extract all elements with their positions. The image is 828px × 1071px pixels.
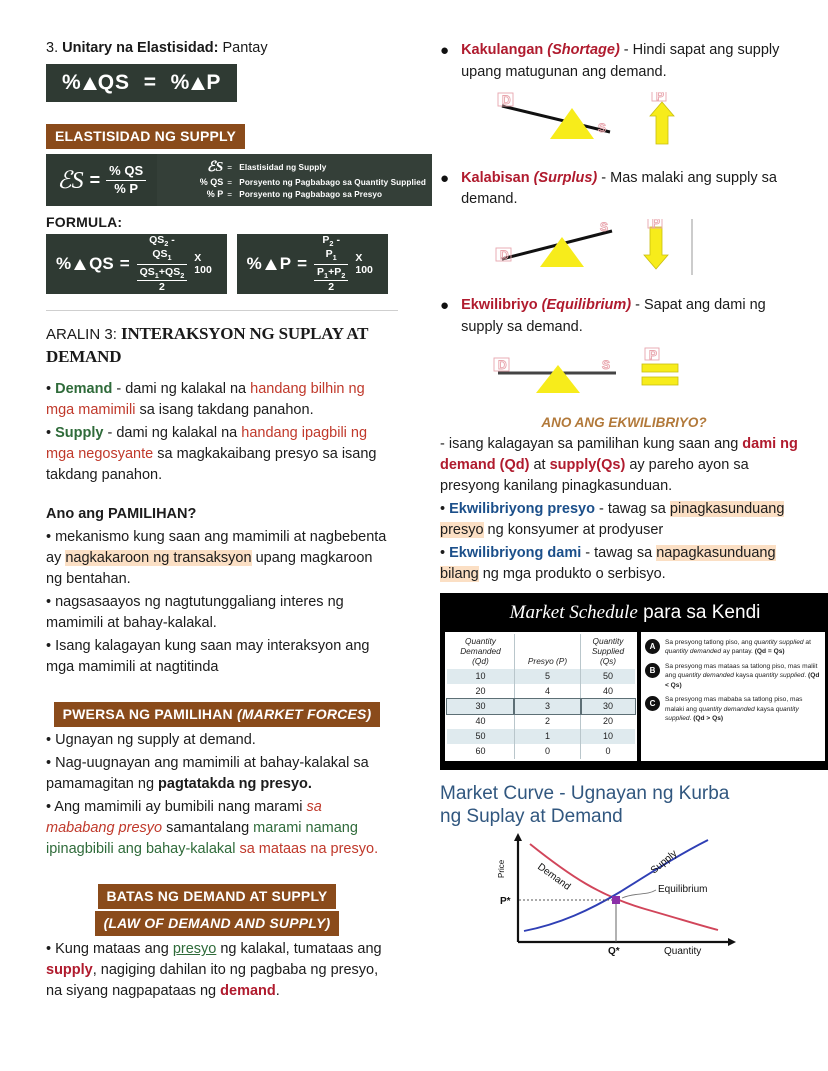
demand-definition: • Demand - dami ng kalakal na handang bilhin ng mga mamimili sa isang takdang panahon. (46, 380, 365, 418)
cell-qs: 30 (581, 699, 635, 714)
qs-d-a: QS (139, 265, 155, 278)
svg-text:D: D (500, 248, 509, 262)
market-curve-chart (440, 830, 808, 965)
ekw-def-qs: supply(Qs) (549, 456, 626, 473)
col-p-l1: Presyo (P) (527, 656, 568, 667)
p-n-a: P (322, 234, 330, 247)
market-schedule-notes (641, 632, 825, 761)
law-c: ng kalakal, tumataas ang (216, 941, 382, 958)
svg-text:S: S (602, 357, 611, 372)
supply-dash: - dami ng kalakal na (103, 424, 242, 441)
p-numerator (314, 234, 348, 265)
qs-d-wrap (137, 266, 188, 294)
ekwilibriyo-definition (440, 434, 808, 497)
col-qd-l3: (Qd) (472, 656, 489, 667)
surplus-rest: - Mas malaki ang supply sa demand. (461, 169, 777, 208)
ekw-def-a: - isang kalagayan sa pamilihan kung saan ang (440, 435, 743, 452)
note-b-it2: quantity supplied (754, 672, 805, 680)
qs-lead (56, 254, 130, 274)
mc-axis-x-label: Quantity (664, 946, 702, 958)
note-text-b (665, 662, 820, 691)
note-b-it1: quantity demanded (677, 672, 734, 680)
cell-qs: 0 (581, 744, 635, 759)
pamilihan-0-post: upang magkaroon ng bentahan. (46, 549, 373, 587)
legend-sym-1: % QS (199, 177, 224, 188)
market-schedule-body (441, 632, 828, 769)
table-row (447, 669, 635, 684)
ekwp-tail: ng konsyumer at prodyuser (483, 521, 664, 538)
shortage-term: Kakulangan (461, 42, 548, 58)
demand-tail: sa isang takdang panahon. (135, 401, 314, 418)
note-b-bold: (Qd < Qs) (665, 672, 820, 689)
cell-qd: 30 (447, 699, 514, 714)
bullet-surplus-text (461, 168, 808, 212)
cell-qs: 40 (581, 684, 635, 699)
svg-text:S: S (598, 120, 607, 135)
p-denominator (314, 265, 348, 294)
note-a-mid: at (803, 638, 811, 646)
legend-sym-0: ℰS (207, 159, 224, 175)
ekwd-hl: napagkasunduang bilang (440, 544, 776, 582)
table-row (447, 714, 635, 729)
note-c-pre: Sa presyong mas mababa sa tatlong piso, mas malaki ang (665, 696, 803, 713)
ekwd-mid: - tawag sa (581, 544, 657, 561)
pamilihan-question: Ano ang PAMILIHAN? (46, 505, 197, 522)
market-curve-title (440, 782, 808, 828)
qs-pct: % (56, 254, 72, 273)
ekwp-bullet: • (440, 500, 450, 517)
qs-d-b: QS (165, 265, 181, 278)
table-row-equilibrium (447, 699, 635, 714)
p-equals: = (297, 254, 307, 273)
qs-n-b-sub: 1 (167, 253, 172, 263)
p-d-a-sub: 1 (324, 270, 329, 280)
delta-icon-2 (191, 77, 205, 90)
col-qs (581, 634, 635, 669)
p-plus: + (328, 265, 335, 278)
es-legend (157, 154, 432, 206)
ekwd-term: Ekwilibriyong dami (449, 544, 582, 561)
pamilihan-item: • Isang kalagayan kung saan may interaksyon ang mga mamimili at nagtitinda (46, 638, 370, 676)
aralin-heading (46, 323, 388, 369)
seesaw-shortage-diagram (492, 92, 808, 154)
table-row (447, 744, 635, 759)
mc-title-l1: Market Curve - Ugnayan ng Kurba (440, 782, 730, 804)
note-c-it1: quantity demanded (698, 705, 755, 713)
es-denominator: % P (114, 180, 139, 196)
p-x100: X 100 (355, 252, 373, 276)
legend-sym-2: % P (206, 189, 224, 200)
qs-d-div: 2 (159, 280, 165, 293)
note-c-post: . (689, 715, 694, 723)
delta-icon-4 (265, 259, 277, 270)
p-pct: % (246, 254, 262, 273)
cell-qs: 20 (581, 714, 635, 729)
svg-text:S: S (600, 220, 609, 234)
note-a-it1: quantity supplied (754, 638, 804, 646)
law-demand: demand (220, 983, 276, 1000)
cell-qd: 10 (475, 671, 486, 682)
equilibrium-term: Ekwilibriyo (461, 297, 542, 313)
legend-eq-1: = (227, 177, 233, 187)
ekw-def-e: ay pareho ayon sa presyong kanilang pinagkasunduan. (440, 456, 749, 494)
cell-p: 2 (514, 714, 580, 729)
mf3-d: marami namang ipinagbibili ang bahay-kalakal (46, 820, 358, 858)
es-formula-left (46, 154, 157, 206)
unitary-formula-box (46, 64, 237, 102)
note-b-pre: Sa presyong mas mataas sa tatlong piso, mas maliit ang (665, 662, 818, 680)
mf3-e: sa mataas na presyo. (235, 841, 379, 858)
mc-equilibrium-label: Equilibrium (658, 884, 708, 896)
svg-text:P: P (652, 219, 661, 230)
schedule-note (645, 695, 820, 724)
right-column (400, 40, 828, 1004)
schedule-note (645, 638, 820, 657)
bullet-surplus (440, 168, 808, 212)
p-d-wrap (314, 266, 348, 294)
qs-plus: + (158, 265, 166, 278)
ekwp-mid: - tawag sa (594, 500, 670, 517)
col-qd-l2: Demanded (460, 645, 501, 656)
ekwd-bullet: • (440, 544, 450, 561)
note-c-bold: (Qd > Qs) (693, 715, 724, 723)
formula-label: FORMULA: (46, 214, 123, 230)
cell-p: 1 (514, 729, 580, 744)
bullet-dot-icon: ● (440, 297, 450, 314)
mc-title-l2: ng Suplay at Demand (440, 805, 623, 827)
equilibrium-term-it: (Equilibrium) (541, 297, 632, 313)
ms-title-rest: para sa Kendi (637, 601, 761, 623)
es-numerator: % QS (106, 164, 146, 181)
cell-qd: 40 (475, 716, 486, 727)
elasticity-supply-header: ELASTISIDAD NG SUPPLY (46, 124, 245, 149)
law-g: . (275, 983, 280, 1000)
cell-p: 5 (514, 669, 580, 684)
pct-right: % (170, 71, 191, 94)
qs-d-b-sub: 2 (180, 270, 185, 280)
market-forces-header-wrap (46, 702, 388, 727)
supply-tail: sa magkakaibang presyo sa isang takdang panahon. (46, 445, 377, 483)
note-c-mid: kaysa (754, 705, 776, 713)
unitary-rest: Pantay (218, 40, 268, 56)
qs-x100: X 100 (194, 252, 212, 276)
note-a-it2: quantity demanded (665, 648, 722, 656)
law-a: • Kung mataas ang (46, 941, 173, 958)
law-presyo: presyo (172, 941, 217, 958)
market-schedule-title (441, 594, 828, 632)
law-header-wrap (46, 884, 388, 909)
p-d-div: 2 (328, 280, 335, 293)
mc-pstar-label: P* (500, 896, 511, 908)
svg-text:D: D (502, 92, 511, 107)
shortage-rest: - Hindi sapat ang supply upang matugunan ang demand. (461, 42, 780, 80)
col-qs-l1: Quantity (592, 635, 624, 646)
bullet-dot-icon: ● (440, 169, 450, 187)
mf3-a: • Ang mamimili ay bumibili nang marami (46, 799, 307, 816)
mf3-b: sa mababang presyo (46, 799, 322, 837)
cell-p: 0 (514, 744, 580, 759)
cell-qs: 50 (581, 669, 635, 684)
shortage-term-it: (Shortage) (547, 42, 620, 58)
law-supply: supply (46, 962, 93, 979)
note-b-mid: kaysa (733, 672, 755, 680)
legend-text-1: Porsyento ng Pagbabago sa Quantity Supplied (239, 177, 426, 187)
supply-definition: • Supply - dami ng kalakal na handang ipagbili ng mga negosyante sa magkakaibang presyo sa isang takdang panahon. (46, 424, 377, 483)
table-body (447, 669, 635, 759)
mc-axis-y-label: Price (497, 859, 506, 879)
col-qd-l1: Quantity (465, 635, 496, 646)
es-equals: = (89, 169, 101, 190)
table-head (447, 634, 635, 669)
p-label: P (279, 254, 292, 273)
p-fraction (314, 234, 348, 294)
formula-boxes (46, 234, 388, 294)
demand-dash: - dami ng kalakal na (112, 380, 251, 397)
formula-box-qs (46, 234, 227, 294)
cell-qd: 20 (475, 686, 486, 697)
p-right: P (206, 71, 222, 94)
ekwp-hl: pinagkasunduang presyo (440, 500, 785, 538)
law-header-line2: (LAW OF DEMAND AND SUPPLY) (95, 911, 340, 936)
law-text (46, 939, 388, 1002)
unitary-elasticity-line (46, 40, 388, 56)
legend-text-2: Porsyento ng Pagbabago sa Presyo (239, 189, 383, 199)
mf-header-plain: PWERSA NG PAMILIHAN (62, 706, 237, 723)
surplus-term-it: (Surplus) (533, 169, 598, 186)
note-a-bold: (Qd = Qs) (754, 648, 785, 656)
note-badge-c: C (645, 696, 660, 711)
note-b-post: . (804, 672, 808, 680)
market-schedule-table (447, 634, 635, 759)
mc-qstar-label: Q* (608, 946, 620, 958)
delta-icon-3 (74, 259, 86, 270)
p-n-a-sub: 2 (329, 239, 334, 249)
pamilihan-0-hl: nagkakaroon ng transaksyon (65, 549, 252, 566)
qs-minus: - (171, 234, 175, 247)
law-e: , nagiging dahilan ito ng pagbaba ng presyo, na siyang nagpapataas ng (46, 962, 379, 1000)
equals-sign: = (143, 71, 157, 94)
formula-box-p (237, 234, 388, 294)
bullet-equilibrium-text (461, 295, 808, 339)
note-text-a (665, 638, 820, 657)
col-qs-l3: (Qs) (599, 656, 617, 667)
mf3-c: samantalang (162, 820, 254, 837)
es-formula-panel (46, 154, 432, 206)
qs-equals: = (119, 254, 130, 273)
ekwd-tail: ng mga produkto o serbisyo. (478, 565, 666, 582)
seesaw-equilibrium-diagram (492, 347, 808, 409)
mc-supply-label: Supply (648, 848, 680, 877)
note-a-pre: Sa presyong tatlong piso, ang (665, 638, 755, 646)
pct-left: % (62, 71, 82, 94)
delta-icon (83, 77, 97, 90)
ekwp-term: Ekwilibriyong presyo (449, 500, 595, 517)
col-p (514, 634, 580, 669)
p-d-b: P (334, 265, 342, 278)
equilibrium-rest: - Sapat ang dami ng supply sa demand. (461, 297, 766, 335)
demand-red: handang bilhin ng mga mamimili (46, 380, 365, 418)
ekwilibriyong-presyo (440, 499, 808, 541)
p-n-b-sub: 1 (332, 253, 337, 263)
svg-text:D: D (498, 357, 507, 372)
col-qs-l2: Supplied (591, 645, 625, 656)
mc-demand-label: Demand (535, 861, 573, 893)
market-forces-header (54, 702, 381, 727)
cell-qs: 10 (581, 729, 635, 744)
es-legend-row (165, 189, 426, 201)
left-column (0, 40, 426, 1004)
bullet-dot-icon: ● (440, 42, 450, 59)
es-fraction (106, 164, 146, 197)
pamilihan-0-pre: • mekanismo kung saan ang mamimili at nagbebenta ay (46, 528, 387, 566)
table-header-row (447, 634, 635, 669)
mf-bold: pagtatakda ng presyo. (158, 776, 312, 793)
schedule-note (645, 662, 820, 691)
qs-numerator (137, 234, 188, 265)
bullet-equilibrium (440, 295, 808, 339)
cell-p: 4 (514, 684, 580, 699)
qs-n-a-sub: 2 (164, 239, 169, 249)
market-forces-item: • Ugnayan ng supply at demand. (46, 732, 256, 749)
svg-text:P: P (656, 91, 665, 103)
aralin-title: INTERAKSYON NG SUPLAY AT DEMAND (46, 324, 368, 366)
unitary-label: Unitary na Elastisidad: (62, 40, 219, 56)
aralin-prefix: ARALIN 3: (46, 326, 122, 343)
p-minus: - (336, 234, 340, 247)
qs-fraction (137, 234, 188, 294)
market-forces-item: • Nag-uugnayan ang mamimili at bahay-kalakal sa pamamagitan ng pagtatakda ng presyo. (46, 755, 369, 793)
cell-qd: 50 (475, 731, 486, 742)
ekw-def-qd: dami ng demand (Qd) (440, 435, 798, 473)
p-lead (247, 254, 307, 274)
qs-d-top (137, 266, 188, 281)
note-a-post: ay pantay. (721, 648, 755, 656)
cell-p: 3 (514, 699, 580, 714)
es-legend-row (165, 177, 426, 189)
p-n-b: P (325, 248, 333, 261)
law-header-wrap2 (46, 911, 388, 936)
ano-ekwilibriyo-heading: ANO ANG EKWILIBRIYO? (541, 414, 707, 430)
table-row (447, 729, 635, 744)
note-c-it2: quantity supplied (665, 705, 799, 723)
ms-title-italic: Market Schedule (509, 601, 638, 623)
p-d-a: P (317, 265, 325, 278)
market-schedule-card (440, 593, 828, 770)
legend-eq-2: = (227, 189, 233, 199)
bullet-shortage (440, 40, 808, 84)
mf-header-italic: (MARKET FORCES) (236, 706, 372, 723)
pamilihan-item: • nagsasaayos ng nagtutunggaliang interes ng mamimili at bahay-kalakal. (46, 594, 344, 632)
qs-left: QS (97, 71, 131, 94)
col-qd (447, 634, 514, 669)
note-text-c (665, 695, 820, 724)
ekwilibriyong-dami (440, 543, 808, 585)
qs-n-b: QS (152, 248, 168, 261)
note-badge-b: B (645, 663, 660, 678)
unitary-number: 3. (46, 40, 59, 56)
supply-term: Supply (55, 424, 104, 441)
svg-text:P: P (649, 347, 658, 362)
p-d-b-sub: 2 (341, 270, 346, 280)
p-d-top (314, 266, 348, 281)
market-schedule-table-wrap (445, 632, 637, 761)
section-divider (46, 310, 398, 311)
qs-d-a-sub: 1 (154, 270, 159, 280)
qs-n-a: QS (149, 234, 165, 247)
seesaw-surplus-diagram (492, 219, 808, 281)
legend-eq-0: = (227, 162, 233, 172)
qs-label: QS (89, 254, 114, 273)
supply-red: handang ipagbili ng mga negosyante (46, 424, 368, 462)
surplus-term: Kalabisan (461, 169, 534, 186)
law-header-line1: BATAS NG DEMAND AT SUPPLY (98, 884, 337, 909)
qs-denominator (137, 265, 188, 294)
table-row (447, 684, 635, 699)
pamilihan-item (46, 527, 388, 590)
market-forces-item (46, 797, 388, 860)
demand-term: Demand (55, 380, 113, 397)
es-symbol: ℰS (57, 167, 84, 194)
es-legend-row (165, 159, 426, 177)
cell-qd: 60 (475, 746, 486, 757)
ekw-def-c: at (529, 456, 550, 473)
legend-text-0: Elastisidad ng Supply (239, 162, 327, 172)
bullet-shortage-text (461, 40, 808, 84)
note-badge-a: A (645, 639, 660, 654)
